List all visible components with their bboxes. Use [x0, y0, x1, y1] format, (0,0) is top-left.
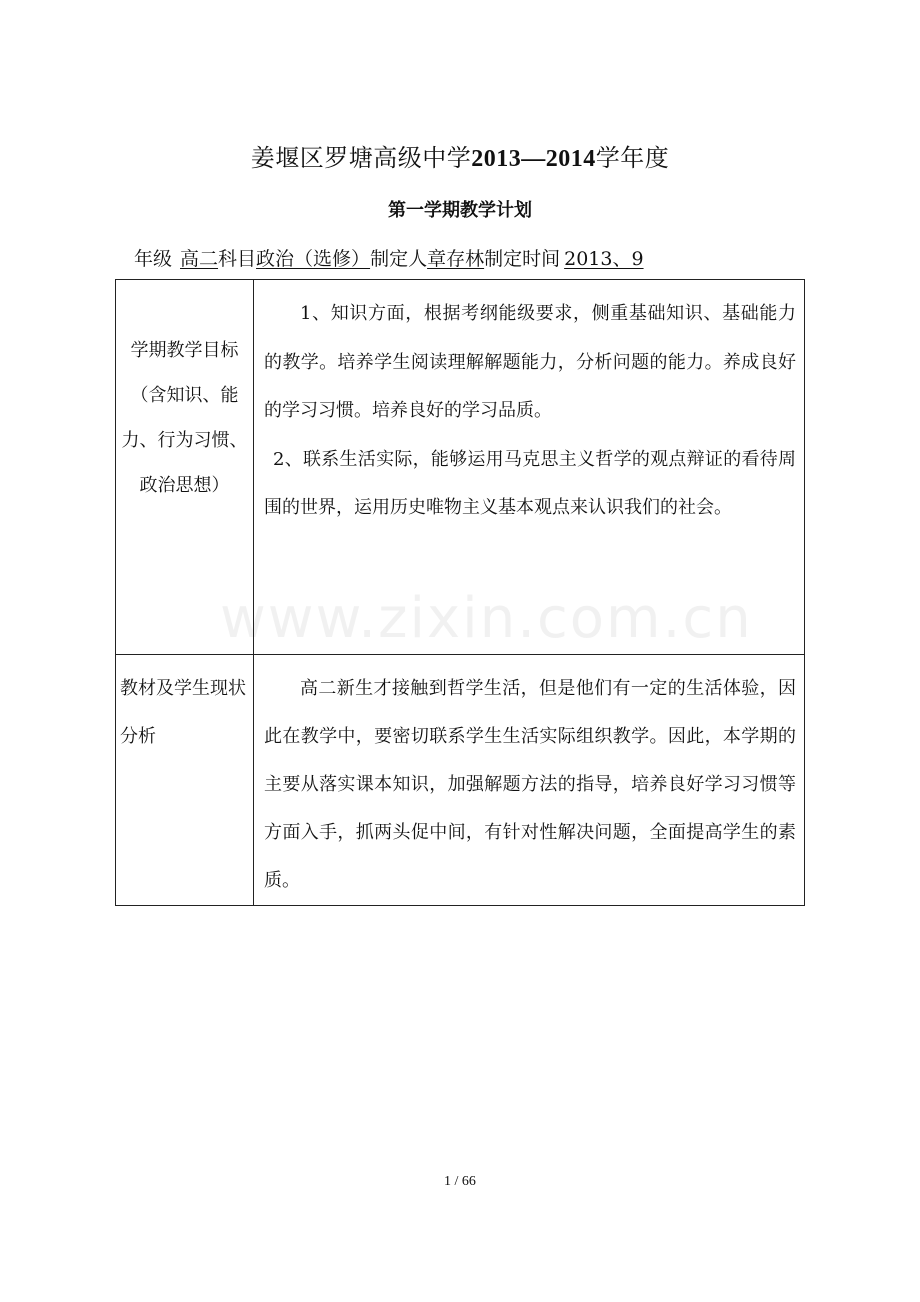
title-prefix: 姜堰区罗塘高级中学 [250, 144, 472, 172]
document-title [0, 138, 920, 173]
document-subtitle: 第一学期教学计划 [388, 200, 532, 221]
date-label: 制定时间 [484, 248, 561, 270]
grade-value: 高二 [180, 248, 219, 270]
author-value: 章存林 [427, 248, 485, 270]
date-value: 2013、9 [564, 248, 644, 270]
table-row [116, 280, 805, 655]
subject-value: 政治（选修） [256, 248, 371, 270]
table-row [116, 655, 805, 906]
row-label-analysis: 教材及学生现状分析 [116, 655, 254, 906]
page-indicator: 1 / 66 [444, 1174, 476, 1189]
plan-table [115, 279, 805, 906]
subject-label: 科目 [218, 248, 257, 270]
row-content-goals [254, 280, 805, 655]
row-label-goals: 学期教学目标（含知识、能力、行为习惯、政治思想） [116, 280, 254, 655]
title-years: 2013—2014 [471, 146, 596, 172]
meta-line [134, 244, 644, 271]
goal-paragraph-2: 2、联系生活实际，能够运用马克思主义哲学的观点辩证的看待周围的世界，运用历史唯物主义基本观点来认识我们的社会。 [264, 448, 796, 518]
row-content-analysis [254, 655, 805, 906]
goal-paragraph-1: 1、知识方面，根据考纲能级要求，侧重基础知识、基础能力的教学。培养学生阅读理解解题能力，分析问题的能力。养成良好的学习习惯。培养良好的学习品质。 [264, 303, 796, 421]
watermark: www.zixin.com.cn [220, 586, 753, 651]
title-suffix: 学年度 [595, 144, 670, 172]
analysis-paragraph: 高二新生才接触到哲学生活，但是他们有一定的生活体验，因此在教学中，要密切联系学生生活实际组织教学。因此，本学期的主要从落实课本知识，加强解题方法的指导，培养良好学习习惯等方面入手，抓两头促中间，有针对性解决问题，全面提高学生的素质。 [264, 678, 796, 891]
grade-label: 年级 [134, 248, 173, 270]
author-label: 制定人 [370, 248, 428, 270]
